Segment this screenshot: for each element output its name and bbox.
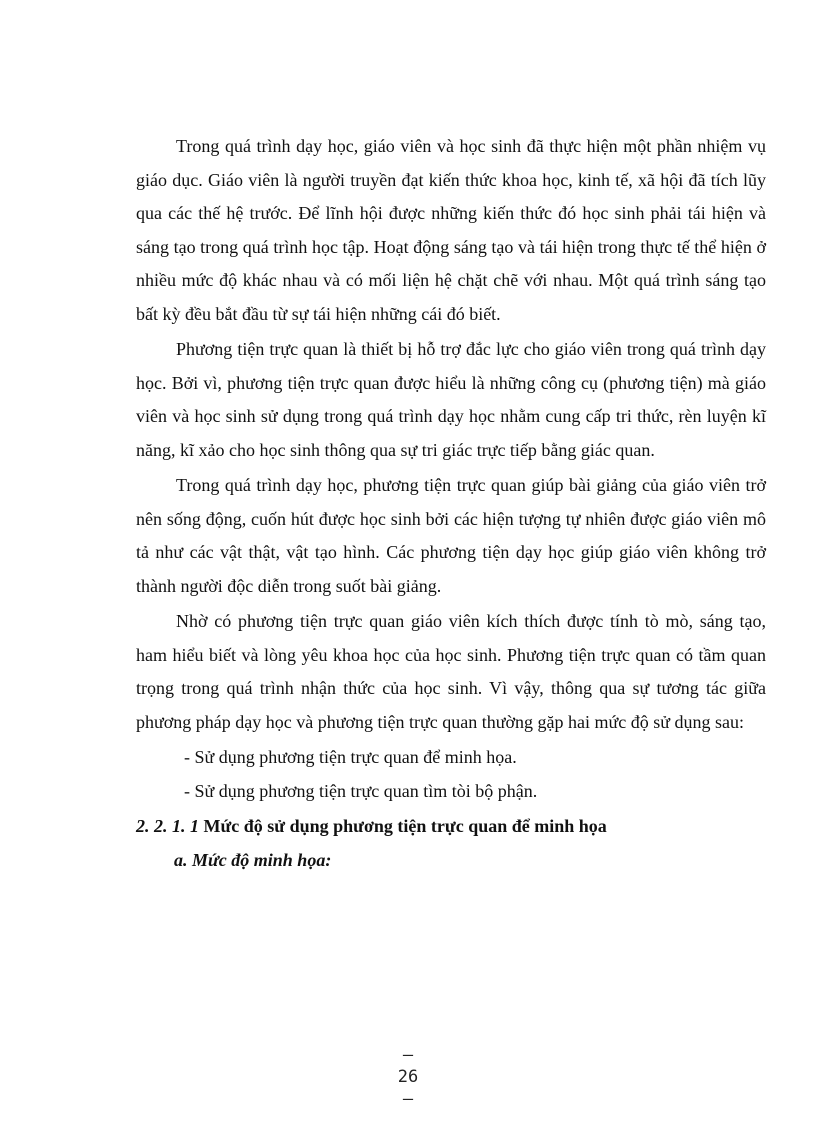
page-number: 26	[397, 1067, 419, 1087]
section-heading	[136, 810, 766, 844]
paragraph-3: Trong quá trình dạy học, phương tiện trực quan giúp bài giảng của giáo viên trở nên sống động, cuốn hút được học sinh bởi các hiện tượng tự nhiên được giáo viên mô tả như các vật thật, vật tạo hình. Các phương tiện dạy học giúp giáo viên không trở thành người độc diễn trong suốt bài giảng.	[136, 475, 766, 596]
section-number: 2. 2. 1. 1	[136, 816, 199, 836]
footer-dash-bottom: –	[402, 1089, 414, 1109]
paragraph-2: Phương tiện trực quan là thiết bị hỗ trợ đắc lực cho giáo viên trong quá trình dạy học. Bởi vì, phương tiện trực quan được hiểu là những công cụ (phương tiện) mà giáo viên và học sinh sử dụng trong quá trình dạy học nhằm cung cấp tri thức, rèn luyện kĩ năng, kĩ xảo cho học sinh thông qua sự tri giác trực tiếp bằng giác quan.	[136, 339, 766, 460]
subsection-heading: a. Mức độ minh họa:	[174, 849, 332, 870]
bullet-item-2: - Sử dụng phương tiện trực quan tìm tòi bộ phận.	[184, 780, 538, 801]
bullet-item-1: - Sử dụng phương tiện trực quan để minh họa.	[184, 747, 517, 767]
paragraph-4: Nhờ có phương tiện trực quan giáo viên kích thích được tính tò mò, sáng tạo, ham hiểu biết và lòng yêu khoa học của học sinh. Phương tiện trực quan có tầm quan trọng trong quá trình nhận thức của học sinh. Vì vậy, thông qua sự tương tác giữa phương pháp dạy học và phương tiện trực quan thường gặp hai mức độ sử dụng sau:	[136, 611, 766, 732]
page-footer	[0, 1044, 816, 1110]
paragraph-1: Trong quá trình dạy học, giáo viên và học sinh đã thực hiện một phần nhiệm vụ giáo dục. Giáo viên là người truyền đạt kiến thức khoa học, kinh tế, xã hội đã tích lũy qua các thế hệ trước. Để lĩnh hội được những kiến thức đó học sinh phải tái hiện và sáng tạo trong quá trình học tập. Hoạt động sáng tạo và tái hiện trong thực tế thể hiện ở nhiều mức độ khác nhau và có mối liện hệ chặt chẽ với nhau. Một quá trình sáng tạo bất kỳ đều bắt đầu từ sự tái hiện những cái đó biết.	[136, 136, 766, 324]
section-title: Mức độ sử dụng phương tiện trực quan để minh họa	[203, 816, 607, 836]
footer-dash-top: –	[402, 1045, 414, 1065]
body-text	[136, 130, 766, 877]
